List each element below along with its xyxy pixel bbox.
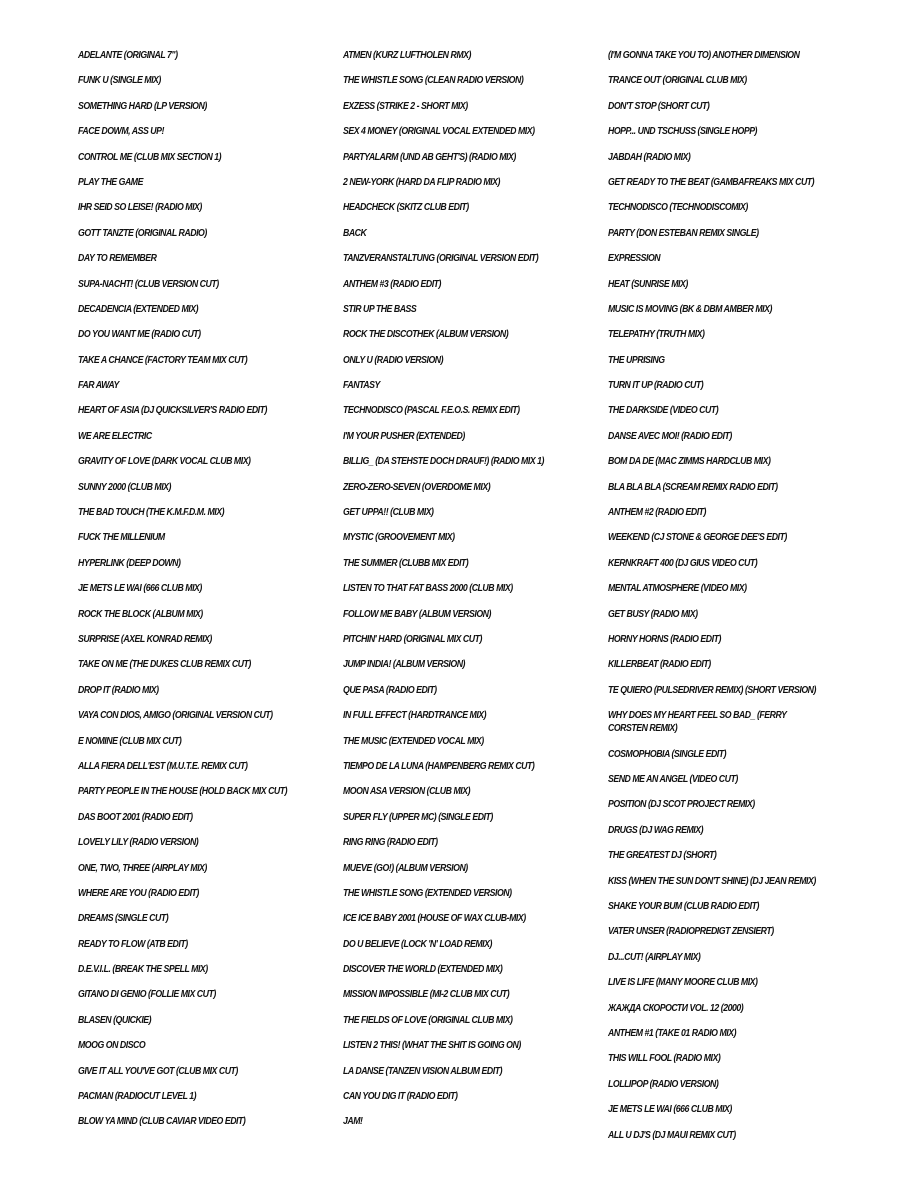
track-title: DANSE AVEC MOI! (RADIO EDIT): [608, 430, 732, 442]
track-title: POSITION (DJ SCOT PROJECT REMIX): [608, 799, 755, 811]
track-title: KISS (WHEN THE SUN DON'T SHINE) (DJ JEAN REMIX): [608, 875, 816, 887]
track-title: HEADCHECK (SKITZ CLUB EDIT): [343, 202, 469, 214]
track-title: VAYA CON DIOS, AMIGO (ORIGINAL VERSION CUT): [78, 710, 273, 722]
track-title: THE GREATEST DJ (SHORT): [608, 850, 717, 862]
track-title: DRUGS (DJ WAG REMIX): [608, 824, 704, 836]
track-title: TANZVERANSTALTUNG (ORIGINAL VERSION EDIT): [343, 253, 539, 265]
track-title: DO YOU WANT ME (RADIO CUT): [78, 329, 201, 341]
track-title: READY TO FLOW (ATB EDIT): [78, 938, 188, 950]
track-title: QUE PASA (RADIO EDIT): [343, 684, 437, 696]
track-title: DECADENCIA (EXTENDED MIX): [78, 303, 199, 315]
track-title: DON'T STOP (SHORT CUT): [608, 100, 710, 112]
track-title: KILLERBEAT (RADIO EDIT): [608, 659, 711, 671]
track-title: EXPRESSION: [608, 253, 661, 265]
track-title: GET READY TO THE BEAT (GAMBAFREAKS MIX CUT): [608, 176, 815, 188]
track-title: GET UPPA!! (CLUB MIX): [343, 507, 434, 519]
track-title: JAM!: [343, 1116, 363, 1128]
track-title: SUPER FLY (UPPER MC) (SINGLE EDIT): [343, 811, 493, 823]
track-title: ЖАЖДА СКОРОСТИ VOL. 12 (2000): [608, 1002, 744, 1014]
track-title: MYSTIC (GROOVEMENT MIX): [343, 532, 455, 544]
track-title: FUNK U (SINGLE MIX): [78, 75, 161, 87]
track-title: DROP IT (RADIO MIX): [78, 684, 159, 696]
track-title: RING RING (RADIO EDIT): [343, 837, 438, 849]
track-title: ICE ICE BABY 2001 (HOUSE OF WAX CLUB-MIX): [343, 913, 526, 925]
track-title: SHAKE YOUR BUM (CLUB RADIO EDIT): [608, 901, 759, 912]
track-title: GIVE IT ALL YOU'VE GOT (CLUB MIX CUT): [78, 1065, 238, 1077]
track-title: ATMEN (KURZ LUFTHOLEN RMX): [343, 50, 471, 61]
track-title: FACE DOWM, ASS UP!: [78, 126, 164, 138]
track-title: THE UPRISING: [608, 354, 665, 366]
track-title: ONLY U (RADIO VERSION): [343, 354, 444, 366]
track-title: LISTEN 2 THIS! (WHAT THE SHIT IS GOING ON): [343, 1040, 521, 1052]
track-title: ANTHEM #1 (TAKE 01 RADIO MIX): [608, 1027, 737, 1039]
track-title: IHR SEID SO LEISE! (RADIO MIX): [78, 202, 202, 214]
track-title: HEART OF ASIA (DJ QUICKSILVER'S RADIO EDIT): [78, 405, 267, 417]
track-title: BLA BLA BLA (SCREAM REMIX RADIO EDIT): [608, 481, 778, 493]
track-title: ALL U DJ'S (DJ MAUI REMIX CUT): [608, 1129, 736, 1141]
track-title: BLOW YA MIND (CLUB CAVIAR VIDEO EDIT): [78, 1116, 246, 1128]
track-title: EXZESS (STRIKE 2 - SHORT MIX): [343, 100, 468, 112]
track-title: (I'M GONNA TAKE YOU TO) ANOTHER DIMENSION: [608, 50, 800, 61]
track-title: LOLLIPOP (RADIO VERSION): [608, 1078, 719, 1090]
track-title: THE FIELDS OF LOVE (ORIGINAL CLUB MIX): [343, 1014, 513, 1026]
track-title: E NOMINE (CLUB MIX CUT): [78, 735, 182, 747]
track-title: HYPERLINK (DEEP DOWN): [78, 557, 181, 569]
track-title: DAY TO REMEMBER: [78, 253, 157, 265]
track-title: LA DANSE (TANZEN VISION ALBUM EDIT): [343, 1065, 503, 1077]
track-title: ADELANTE (ORIGINAL 7"): [78, 50, 178, 61]
track-title: PARTYALARM (UND AB GEHT'S) (RADIO MIX): [343, 151, 516, 163]
track-title: THE BAD TOUCH (THE K.M.F.D.M. MIX): [78, 507, 225, 519]
track-title: HEAT (SUNRISE MIX): [608, 278, 688, 290]
track-title: FAR AWAY: [78, 380, 119, 392]
track-title: LOVELY LILY (RADIO VERSION): [78, 837, 199, 849]
track-title: GITANO DI GENIO (FOLLIE MIX CUT): [78, 989, 216, 1001]
track-title: DISCOVER THE WORLD (EXTENDED MIX): [343, 964, 503, 976]
track-title: ANTHEM #3 (RADIO EDIT): [343, 278, 441, 290]
tracklist-column-3: [608, 50, 818, 1155]
track-title: MOOG ON DISCO: [78, 1040, 146, 1052]
track-title: THE WHISTLE SONG (CLEAN RADIO VERSION): [343, 75, 524, 87]
track-title: ONE, TWO, THREE (AIRPLAY MIX): [78, 862, 207, 874]
track-title: THIS WILL FOOL (RADIO MIX): [608, 1053, 721, 1065]
track-title: PARTY (DON ESTEBAN REMIX SINGLE): [608, 227, 759, 239]
track-title: PACMAN (RADIOCUT LEVEL 1): [78, 1091, 197, 1103]
track-title: CAN YOU DIG IT (RADIO EDIT): [343, 1091, 458, 1103]
track-title: FANTASY: [343, 380, 380, 392]
track-title: THE DARKSIDE (VIDEO CUT): [608, 405, 719, 417]
track-title: CONTROL ME (CLUB MIX SECTION 1): [78, 151, 222, 163]
track-title: TECHNODISCO (PASCAL F.E.O.S. REMIX EDIT): [343, 405, 520, 417]
track-title: TURN IT UP (RADIO CUT): [608, 380, 704, 392]
track-title: HORNY HORNS (RADIO EDIT): [608, 633, 721, 645]
track-title: TRANCE OUT (ORIGINAL CLUB MIX): [608, 75, 747, 87]
track-title: MISSION IMPOSSIBLE (MI-2 CLUB MIX CUT): [343, 989, 510, 1001]
track-title: MUSIC IS MOVING (BK & DBM AMBER MIX): [608, 303, 772, 315]
track-title: MENTAL ATMOSPHERE (VIDEO MIX): [608, 583, 747, 595]
track-title: FUCK THE MILLENIUM: [78, 532, 165, 544]
track-title: ALLA FIERA DELL'EST (M.U.T.E. REMIX CUT): [78, 760, 248, 772]
track-title: PLAY THE GAME: [78, 176, 143, 188]
track-title: TAKE A CHANCE (FACTORY TEAM MIX CUT): [78, 354, 248, 366]
track-title: LISTEN TO THAT FAT BASS 2000 (CLUB MIX): [343, 583, 513, 595]
track-title: THE SUMMER (CLUBB MIX EDIT): [343, 557, 469, 569]
track-title: BILLIG_ (DA STEHSTE DOCH DRAUF!) (RADIO MIX 1): [343, 456, 544, 468]
track-title: IN FULL EFFECT (HARDTRANCE MIX): [343, 710, 487, 722]
track-title: 2 NEW-YORK (HARD DA FLIP RADIO MIX): [343, 176, 500, 188]
track-title: ZERO-ZERO-SEVEN (OVERDOME MIX): [343, 481, 491, 493]
track-title: PITCHIN' HARD (ORIGINAL MIX CUT): [343, 633, 482, 645]
track-title: I'M YOUR PUSHER (EXTENDED): [343, 430, 465, 442]
track-title: STIR UP THE BASS: [343, 303, 417, 315]
track-title: ANTHEM #2 (RADIO EDIT): [608, 507, 706, 519]
tracklist-column-1: [78, 50, 318, 1142]
track-title: WHERE ARE YOU (RADIO EDIT): [78, 887, 199, 899]
track-title: GRAVITY OF LOVE (DARK VOCAL CLUB MIX): [78, 456, 251, 468]
track-title: WHY DOES MY HEART FEEL SO BAD_ (FERRY CORSTEN REMIX): [608, 710, 787, 734]
track-title: LIVE IS LIFE (MANY MOORE CLUB MIX): [608, 977, 758, 989]
track-title: MUEVE (GO!) (ALBUM VERSION): [343, 862, 468, 874]
track-title: ROCK THE DISCOTHEK (ALBUM VERSION): [343, 329, 509, 341]
track-title: SURPRISE (AXEL KONRAD REMIX): [78, 633, 212, 645]
track-title: TAKE ON ME (THE DUKES CLUB REMIX CUT): [78, 659, 251, 671]
track-title: KERNKRAFT 400 (DJ GIUS VIDEO CUT): [608, 557, 758, 569]
track-title: D.E.V.I.L. (BREAK THE SPELL MIX): [78, 964, 208, 976]
track-title: WE ARE ELECTRIC: [78, 430, 152, 442]
track-title: TELEPATHY (TRUTH MIX): [608, 329, 705, 341]
track-title: DJ...CUT! (AIRPLAY MIX): [608, 951, 701, 963]
track-title: THE WHISTLE SONG (EXTENDED VERSION): [343, 887, 512, 899]
track-title: DREAMS (SINGLE CUT): [78, 913, 169, 925]
track-title: GET BUSY (RADIO MIX): [608, 608, 698, 620]
track-title: TIEMPO DE LA LUNA (HAMPENBERG REMIX CUT): [343, 760, 535, 772]
track-title: SUNNY 2000 (CLUB MIX): [78, 481, 171, 493]
track-title: BOM DA DE (MAC ZIMMS HARDCLUB MIX): [608, 456, 771, 468]
track-title: MOON ASA VERSION (CLUB MIX): [343, 786, 471, 798]
track-title: SEND ME AN ANGEL (VIDEO CUT): [608, 774, 738, 786]
track-title: DO U BELIEVE (LOCK 'N' LOAD REMIX): [343, 938, 492, 950]
track-title: JE METS LE WAI (666 CLUB MIX): [78, 583, 202, 595]
track-title: ROCK THE BLOCK (ALBUM MIX): [78, 608, 203, 620]
track-title: FOLLOW ME BABY (ALBUM VERSION): [343, 608, 491, 620]
track-title: BACK: [343, 227, 367, 239]
track-title: GOTT TANZTE (ORIGINAL RADIO): [78, 227, 207, 239]
track-title: BLASEN (QUICKIE): [78, 1014, 152, 1026]
track-title: DAS BOOT 2001 (RADIO EDIT): [78, 811, 193, 823]
track-title: SEX 4 MONEY (ORIGINAL VOCAL EXTENDED MIX): [343, 126, 535, 138]
tracklist-column-2: [343, 50, 583, 1142]
track-title: THE MUSIC (EXTENDED VOCAL MIX): [343, 735, 484, 747]
track-title: PARTY PEOPLE IN THE HOUSE (HOLD BACK MIX CUT): [78, 786, 288, 798]
track-title: JE METS LE WAI (666 CLUB MIX): [608, 1104, 732, 1116]
track-title: SOMETHING HARD (LP VERSION): [78, 100, 207, 112]
track-title: JUMP INDIA! (ALBUM VERSION): [343, 659, 466, 671]
track-title: TECHNODISCO (TECHNODISCOMIX): [608, 202, 748, 214]
track-title: COSMOPHOBIA (SINGLE EDIT): [608, 748, 727, 760]
track-title: TE QUIERO (PULSEDRIVER REMIX) (SHORT VERSION): [608, 684, 816, 696]
track-title: WEEKEND (CJ STONE & GEORGE DEE'S EDIT): [608, 532, 787, 544]
track-title: SUPA-NACHT! (CLUB VERSION CUT): [78, 278, 219, 290]
track-title: HOPP... UND TSCHUSS (SINGLE HOPP): [608, 126, 757, 138]
track-title: JABDAH (RADIO MIX): [608, 151, 691, 163]
track-title: VATER UNSER (RADIOPREDIGT ZENSIERT): [608, 926, 774, 938]
